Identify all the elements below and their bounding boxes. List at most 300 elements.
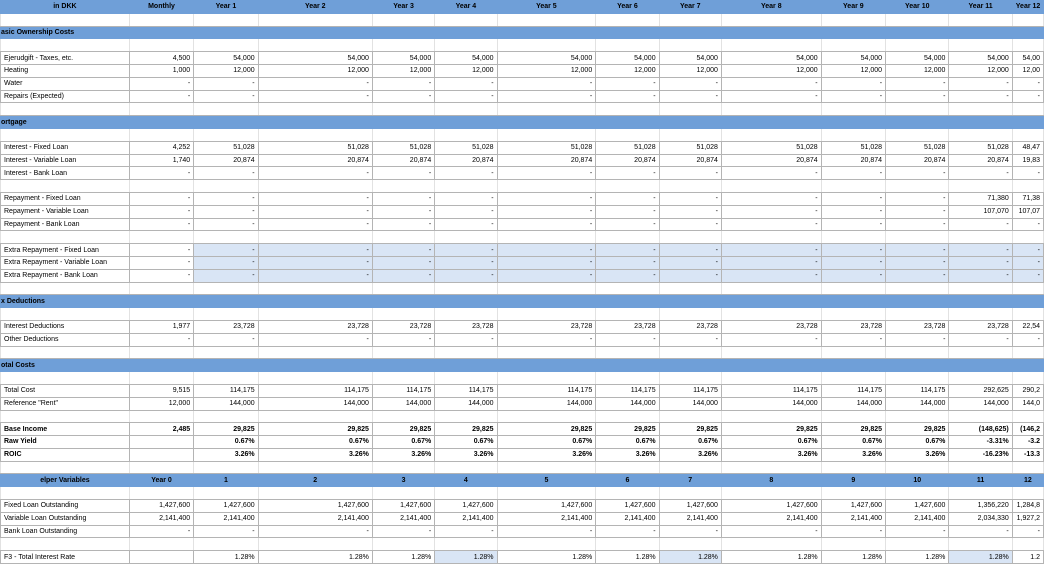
value-cell[interactable]: -: [596, 333, 659, 346]
value-cell[interactable]: 54,000: [821, 52, 885, 65]
value-cell[interactable]: 144,000: [596, 397, 659, 410]
empty-cell[interactable]: [886, 538, 949, 551]
value-cell[interactable]: 3.26%: [821, 448, 885, 461]
empty-cell[interactable]: [497, 128, 596, 141]
value-cell[interactable]: 54,000: [497, 52, 596, 65]
empty-cell[interactable]: [721, 410, 821, 423]
value-cell[interactable]: 107,070: [949, 205, 1012, 218]
value-cell[interactable]: 2,141,400: [435, 512, 497, 525]
value-cell[interactable]: -: [497, 90, 596, 103]
column-header-cell[interactable]: Year 10: [886, 1, 949, 14]
empty-cell[interactable]: [949, 128, 1012, 141]
empty-cell[interactable]: [821, 103, 885, 116]
value-cell[interactable]: 2: [258, 474, 372, 487]
value-cell[interactable]: 12,000: [435, 64, 497, 77]
section-fill-cell[interactable]: [821, 26, 885, 39]
value-cell[interactable]: 1.28%: [497, 551, 596, 564]
empty-cell[interactable]: [949, 103, 1012, 116]
empty-cell[interactable]: [194, 103, 258, 116]
value-cell[interactable]: -: [497, 256, 596, 269]
empty-cell[interactable]: [194, 128, 258, 141]
row-label-cell[interactable]: Fixed Loan Outstanding: [1, 500, 130, 513]
value-cell[interactable]: 1,000: [129, 64, 193, 77]
value-cell[interactable]: [129, 448, 193, 461]
value-cell[interactable]: 54,000: [435, 52, 497, 65]
value-cell[interactable]: -16.23%: [949, 448, 1012, 461]
value-cell[interactable]: -: [886, 90, 949, 103]
empty-cell[interactable]: [596, 180, 659, 193]
empty-cell[interactable]: [435, 180, 497, 193]
empty-cell[interactable]: [497, 103, 596, 116]
value-cell[interactable]: -: [596, 205, 659, 218]
value-cell[interactable]: -: [194, 218, 258, 231]
section-fill-cell[interactable]: [497, 116, 596, 129]
value-cell[interactable]: -: [372, 256, 434, 269]
value-cell[interactable]: -: [129, 218, 193, 231]
empty-cell[interactable]: [435, 231, 497, 244]
empty-cell[interactable]: [1, 410, 130, 423]
value-cell[interactable]: -: [721, 90, 821, 103]
column-header-cell[interactable]: Monthly: [129, 1, 193, 14]
value-cell[interactable]: -: [129, 333, 193, 346]
empty-cell[interactable]: [1012, 410, 1043, 423]
empty-cell[interactable]: [1012, 308, 1043, 321]
empty-cell[interactable]: [497, 487, 596, 500]
empty-cell[interactable]: [435, 461, 497, 474]
empty-cell[interactable]: [129, 231, 193, 244]
value-cell[interactable]: -: [194, 90, 258, 103]
empty-cell[interactable]: [721, 372, 821, 385]
value-cell[interactable]: 1: [194, 474, 258, 487]
empty-cell[interactable]: [497, 308, 596, 321]
empty-cell[interactable]: [596, 538, 659, 551]
empty-cell[interactable]: [659, 39, 721, 52]
value-cell[interactable]: -: [721, 205, 821, 218]
value-cell[interactable]: 2,141,400: [129, 512, 193, 525]
empty-cell[interactable]: [596, 103, 659, 116]
value-cell[interactable]: -: [886, 218, 949, 231]
value-cell[interactable]: -: [372, 244, 434, 257]
section-fill-cell[interactable]: [194, 26, 258, 39]
value-cell[interactable]: 1.28%: [372, 551, 434, 564]
empty-cell[interactable]: [372, 461, 434, 474]
empty-cell[interactable]: [1012, 461, 1043, 474]
empty-cell[interactable]: [1012, 180, 1043, 193]
value-cell[interactable]: 9,515: [129, 384, 193, 397]
empty-cell[interactable]: [372, 410, 434, 423]
value-cell[interactable]: -: [1012, 167, 1043, 180]
row-label-cell[interactable]: Heating: [1, 64, 130, 77]
value-cell[interactable]: -: [721, 218, 821, 231]
empty-cell[interactable]: [129, 103, 193, 116]
value-cell[interactable]: 114,175: [258, 384, 372, 397]
value-cell[interactable]: 20,874: [497, 154, 596, 167]
row-label-cell[interactable]: elper Variables: [1, 474, 130, 487]
empty-cell[interactable]: [194, 180, 258, 193]
value-cell[interactable]: 114,175: [497, 384, 596, 397]
row-label-cell[interactable]: F3 - Total Interest Rate: [1, 551, 130, 564]
empty-cell[interactable]: [129, 39, 193, 52]
empty-cell[interactable]: [372, 128, 434, 141]
section-fill-cell[interactable]: [129, 26, 193, 39]
value-cell[interactable]: -: [596, 525, 659, 538]
empty-cell[interactable]: [659, 308, 721, 321]
column-header-cell[interactable]: Year 5: [497, 1, 596, 14]
value-cell[interactable]: 51,028: [721, 141, 821, 154]
empty-cell[interactable]: [435, 282, 497, 295]
value-cell[interactable]: -: [821, 167, 885, 180]
empty-cell[interactable]: [821, 538, 885, 551]
column-header-cell[interactable]: Year 7: [659, 1, 721, 14]
value-cell[interactable]: -13.3: [1012, 448, 1043, 461]
value-cell[interactable]: 0.67%: [194, 436, 258, 449]
section-title[interactable]: asic Ownership Costs: [1, 26, 130, 39]
empty-cell[interactable]: [129, 128, 193, 141]
value-cell[interactable]: -: [659, 256, 721, 269]
empty-cell[interactable]: [821, 231, 885, 244]
empty-cell[interactable]: [372, 39, 434, 52]
column-header-cell[interactable]: Year 11: [949, 1, 1012, 14]
empty-cell[interactable]: [194, 538, 258, 551]
value-cell[interactable]: -: [194, 192, 258, 205]
value-cell[interactable]: -: [596, 167, 659, 180]
empty-cell[interactable]: [1, 346, 130, 359]
value-cell[interactable]: -: [258, 256, 372, 269]
value-cell[interactable]: -: [1012, 333, 1043, 346]
value-cell[interactable]: 2,485: [129, 423, 193, 436]
section-fill-cell[interactable]: [886, 26, 949, 39]
value-cell[interactable]: -: [886, 256, 949, 269]
value-cell[interactable]: 1,427,600: [372, 500, 434, 513]
section-fill-cell[interactable]: [258, 359, 372, 372]
value-cell[interactable]: 23,728: [497, 320, 596, 333]
value-cell[interactable]: -: [258, 192, 372, 205]
value-cell[interactable]: 51,028: [821, 141, 885, 154]
value-cell[interactable]: -: [435, 218, 497, 231]
section-fill-cell[interactable]: [497, 359, 596, 372]
value-cell[interactable]: -: [372, 205, 434, 218]
value-cell[interactable]: 12,000: [194, 64, 258, 77]
empty-cell[interactable]: [372, 180, 434, 193]
section-fill-cell[interactable]: [258, 295, 372, 308]
section-fill-cell[interactable]: [194, 116, 258, 129]
value-cell[interactable]: -: [258, 333, 372, 346]
empty-cell[interactable]: [129, 461, 193, 474]
empty-cell[interactable]: [1, 128, 130, 141]
value-cell[interactable]: -: [435, 269, 497, 282]
section-fill-cell[interactable]: [258, 116, 372, 129]
value-cell[interactable]: -: [372, 269, 434, 282]
empty-cell[interactable]: [659, 372, 721, 385]
empty-cell[interactable]: [659, 13, 721, 26]
value-cell[interactable]: 2,141,400: [886, 512, 949, 525]
empty-cell[interactable]: [596, 346, 659, 359]
section-fill-cell[interactable]: [886, 359, 949, 372]
value-cell[interactable]: 1.28%: [721, 551, 821, 564]
value-cell[interactable]: 23,728: [821, 320, 885, 333]
value-cell[interactable]: 71,38: [1012, 192, 1043, 205]
value-cell[interactable]: 23,728: [886, 320, 949, 333]
value-cell[interactable]: 51,028: [659, 141, 721, 154]
empty-cell[interactable]: [596, 13, 659, 26]
value-cell[interactable]: -: [821, 77, 885, 90]
row-label-cell[interactable]: Base Income: [1, 423, 130, 436]
value-cell[interactable]: -: [721, 77, 821, 90]
empty-cell[interactable]: [1012, 103, 1043, 116]
empty-cell[interactable]: [721, 487, 821, 500]
value-cell[interactable]: 1,427,600: [659, 500, 721, 513]
empty-cell[interactable]: [129, 346, 193, 359]
value-cell[interactable]: -: [659, 333, 721, 346]
empty-cell[interactable]: [821, 372, 885, 385]
value-cell[interactable]: -: [129, 205, 193, 218]
empty-cell[interactable]: [194, 282, 258, 295]
empty-cell[interactable]: [596, 487, 659, 500]
empty-cell[interactable]: [821, 180, 885, 193]
row-label-cell[interactable]: Interest - Variable Loan: [1, 154, 130, 167]
value-cell[interactable]: 12,000: [886, 64, 949, 77]
row-label-cell[interactable]: Reference "Rent": [1, 397, 130, 410]
value-cell[interactable]: -: [435, 256, 497, 269]
empty-cell[interactable]: [721, 180, 821, 193]
value-cell[interactable]: -: [886, 244, 949, 257]
empty-cell[interactable]: [372, 231, 434, 244]
value-cell[interactable]: -: [721, 167, 821, 180]
value-cell[interactable]: 3.26%: [194, 448, 258, 461]
section-fill-cell[interactable]: [129, 359, 193, 372]
value-cell[interactable]: 29,825: [721, 423, 821, 436]
empty-cell[interactable]: [721, 39, 821, 52]
value-cell[interactable]: 2,141,400: [659, 512, 721, 525]
empty-cell[interactable]: [821, 410, 885, 423]
value-cell[interactable]: 29,825: [258, 423, 372, 436]
row-label-cell[interactable]: Raw Yield: [1, 436, 130, 449]
empty-cell[interactable]: [1, 461, 130, 474]
empty-cell[interactable]: [435, 39, 497, 52]
section-fill-cell[interactable]: [497, 295, 596, 308]
empty-cell[interactable]: [497, 180, 596, 193]
value-cell[interactable]: 23,728: [435, 320, 497, 333]
empty-cell[interactable]: [596, 461, 659, 474]
value-cell[interactable]: -: [372, 77, 434, 90]
value-cell[interactable]: 29,825: [194, 423, 258, 436]
value-cell[interactable]: -: [435, 90, 497, 103]
value-cell[interactable]: -: [1012, 244, 1043, 257]
empty-cell[interactable]: [194, 13, 258, 26]
value-cell[interactable]: -: [949, 256, 1012, 269]
empty-cell[interactable]: [721, 231, 821, 244]
empty-cell[interactable]: [1012, 13, 1043, 26]
value-cell[interactable]: 292,625: [949, 384, 1012, 397]
value-cell[interactable]: -: [258, 218, 372, 231]
value-cell[interactable]: 1.28%: [596, 551, 659, 564]
value-cell[interactable]: 1.28%: [258, 551, 372, 564]
value-cell[interactable]: 12,000: [497, 64, 596, 77]
section-fill-cell[interactable]: [659, 295, 721, 308]
empty-cell[interactable]: [435, 346, 497, 359]
empty-cell[interactable]: [949, 538, 1012, 551]
value-cell[interactable]: -: [435, 244, 497, 257]
value-cell[interactable]: -: [497, 244, 596, 257]
value-cell[interactable]: -: [821, 192, 885, 205]
value-cell[interactable]: 107,07: [1012, 205, 1043, 218]
section-fill-cell[interactable]: [949, 295, 1012, 308]
value-cell[interactable]: -: [596, 269, 659, 282]
value-cell[interactable]: 29,825: [886, 423, 949, 436]
value-cell[interactable]: 23,728: [659, 320, 721, 333]
section-fill-cell[interactable]: [258, 26, 372, 39]
empty-cell[interactable]: [497, 538, 596, 551]
empty-cell[interactable]: [435, 103, 497, 116]
value-cell[interactable]: 12,000: [596, 64, 659, 77]
value-cell[interactable]: 2,141,400: [596, 512, 659, 525]
empty-cell[interactable]: [194, 410, 258, 423]
empty-cell[interactable]: [435, 410, 497, 423]
value-cell[interactable]: 3.26%: [372, 448, 434, 461]
section-fill-cell[interactable]: [129, 295, 193, 308]
value-cell[interactable]: -: [821, 218, 885, 231]
value-cell[interactable]: -: [886, 525, 949, 538]
value-cell[interactable]: 12,00: [1012, 64, 1043, 77]
value-cell[interactable]: 7: [659, 474, 721, 487]
value-cell[interactable]: 23,728: [596, 320, 659, 333]
value-cell[interactable]: -: [596, 90, 659, 103]
empty-cell[interactable]: [886, 461, 949, 474]
value-cell[interactable]: -: [194, 256, 258, 269]
empty-cell[interactable]: [596, 410, 659, 423]
empty-cell[interactable]: [258, 372, 372, 385]
empty-cell[interactable]: [821, 461, 885, 474]
value-cell[interactable]: 12,000: [258, 64, 372, 77]
empty-cell[interactable]: [1012, 372, 1043, 385]
value-cell[interactable]: -: [258, 167, 372, 180]
value-cell[interactable]: 29,825: [596, 423, 659, 436]
value-cell[interactable]: 144,000: [821, 397, 885, 410]
row-label-cell[interactable]: Bank Loan Outstanding: [1, 525, 130, 538]
value-cell[interactable]: -: [659, 205, 721, 218]
empty-cell[interactable]: [949, 346, 1012, 359]
value-cell[interactable]: 1.28%: [821, 551, 885, 564]
section-fill-cell[interactable]: [435, 295, 497, 308]
section-fill-cell[interactable]: [721, 116, 821, 129]
empty-cell[interactable]: [886, 39, 949, 52]
value-cell[interactable]: -: [194, 244, 258, 257]
value-cell[interactable]: 1.28%: [659, 551, 721, 564]
value-cell[interactable]: -: [1012, 525, 1043, 538]
empty-cell[interactable]: [258, 461, 372, 474]
value-cell[interactable]: -: [435, 205, 497, 218]
row-label-cell[interactable]: Variable Loan Outstanding: [1, 512, 130, 525]
value-cell[interactable]: -: [659, 167, 721, 180]
section-fill-cell[interactable]: [659, 359, 721, 372]
value-cell[interactable]: 54,000: [721, 52, 821, 65]
value-cell[interactable]: 144,000: [258, 397, 372, 410]
empty-cell[interactable]: [596, 308, 659, 321]
section-fill-cell[interactable]: [596, 116, 659, 129]
empty-cell[interactable]: [497, 372, 596, 385]
value-cell[interactable]: 144,0: [1012, 397, 1043, 410]
empty-cell[interactable]: [821, 13, 885, 26]
value-cell[interactable]: 54,000: [596, 52, 659, 65]
value-cell[interactable]: -: [497, 269, 596, 282]
value-cell[interactable]: -: [821, 90, 885, 103]
value-cell[interactable]: 51,028: [497, 141, 596, 154]
empty-cell[interactable]: [258, 487, 372, 500]
value-cell[interactable]: 29,825: [435, 423, 497, 436]
value-cell[interactable]: 3.26%: [721, 448, 821, 461]
value-cell[interactable]: -: [886, 192, 949, 205]
value-cell[interactable]: 1,427,600: [596, 500, 659, 513]
value-cell[interactable]: 20,874: [721, 154, 821, 167]
empty-cell[interactable]: [659, 461, 721, 474]
value-cell[interactable]: 114,175: [659, 384, 721, 397]
empty-cell[interactable]: [258, 410, 372, 423]
value-cell[interactable]: 114,175: [821, 384, 885, 397]
value-cell[interactable]: -: [497, 218, 596, 231]
empty-cell[interactable]: [258, 308, 372, 321]
empty-cell[interactable]: [372, 346, 434, 359]
value-cell[interactable]: 1,427,600: [821, 500, 885, 513]
section-fill-cell[interactable]: [372, 26, 434, 39]
value-cell[interactable]: 6: [596, 474, 659, 487]
empty-cell[interactable]: [258, 538, 372, 551]
empty-cell[interactable]: [258, 346, 372, 359]
empty-cell[interactable]: [372, 13, 434, 26]
value-cell[interactable]: 3.26%: [258, 448, 372, 461]
section-fill-cell[interactable]: [721, 295, 821, 308]
empty-cell[interactable]: [258, 13, 372, 26]
empty-cell[interactable]: [372, 282, 434, 295]
empty-cell[interactable]: [372, 308, 434, 321]
value-cell[interactable]: 12,000: [372, 64, 434, 77]
value-cell[interactable]: -: [194, 525, 258, 538]
value-cell[interactable]: 1.28%: [886, 551, 949, 564]
empty-cell[interactable]: [129, 308, 193, 321]
section-fill-cell[interactable]: [721, 26, 821, 39]
value-cell[interactable]: 0.67%: [659, 436, 721, 449]
section-fill-cell[interactable]: [194, 359, 258, 372]
value-cell[interactable]: 144,000: [721, 397, 821, 410]
value-cell[interactable]: -: [596, 256, 659, 269]
empty-cell[interactable]: [129, 13, 193, 26]
empty-cell[interactable]: [821, 282, 885, 295]
value-cell[interactable]: [129, 436, 193, 449]
empty-cell[interactable]: [721, 461, 821, 474]
empty-cell[interactable]: [497, 231, 596, 244]
value-cell[interactable]: 20,874: [258, 154, 372, 167]
empty-cell[interactable]: [497, 410, 596, 423]
section-fill-cell[interactable]: [435, 359, 497, 372]
value-cell[interactable]: 29,825: [821, 423, 885, 436]
empty-cell[interactable]: [1, 308, 130, 321]
value-cell[interactable]: 23,728: [372, 320, 434, 333]
empty-cell[interactable]: [821, 346, 885, 359]
value-cell[interactable]: -: [1012, 256, 1043, 269]
value-cell[interactable]: 0.67%: [435, 436, 497, 449]
empty-cell[interactable]: [258, 180, 372, 193]
value-cell[interactable]: 51,028: [258, 141, 372, 154]
value-cell[interactable]: -: [659, 192, 721, 205]
value-cell[interactable]: -: [886, 77, 949, 90]
value-cell[interactable]: 54,00: [1012, 52, 1043, 65]
section-fill-cell[interactable]: [1012, 26, 1043, 39]
value-cell[interactable]: 4: [435, 474, 497, 487]
empty-cell[interactable]: [886, 282, 949, 295]
empty-cell[interactable]: [129, 487, 193, 500]
value-cell[interactable]: 114,175: [435, 384, 497, 397]
empty-cell[interactable]: [194, 461, 258, 474]
empty-cell[interactable]: [1, 372, 130, 385]
